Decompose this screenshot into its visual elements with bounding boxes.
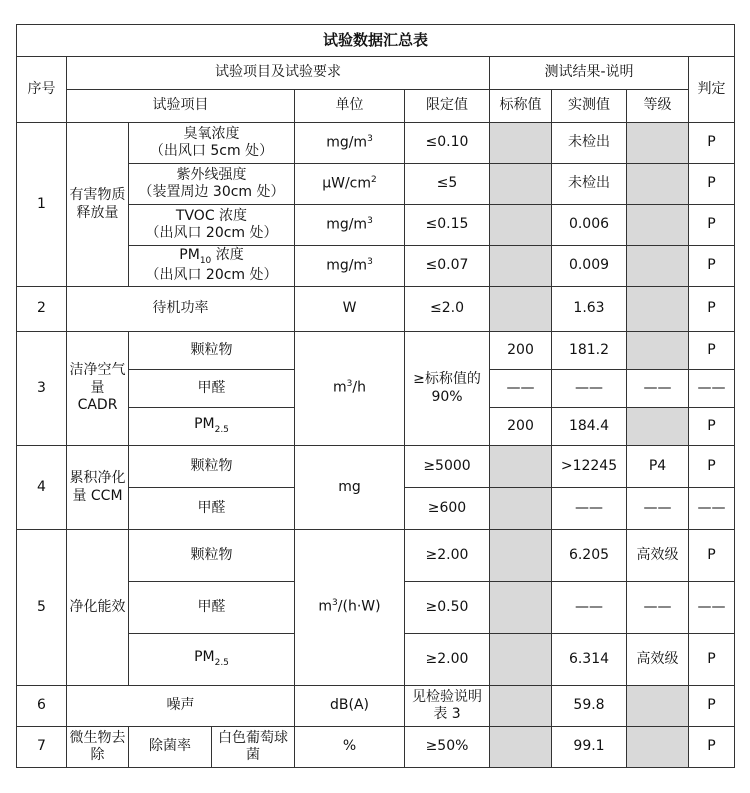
limit-cell: ≥600 — [405, 488, 490, 530]
nominal-cell — [490, 530, 552, 582]
nominal-cell: —— — [490, 370, 552, 408]
grade-cell: P4 — [627, 446, 689, 488]
title-row — [17, 25, 735, 57]
unit-sup: 2 — [371, 174, 377, 185]
measured-header: 实测值 — [552, 90, 627, 123]
limit-header: 限定值 — [405, 90, 490, 123]
unit-base: μW/cm — [322, 175, 372, 192]
judge-cell: P — [689, 634, 735, 686]
item-note: （出风口 5cm 处） — [149, 143, 274, 159]
seq-cell: 1 — [17, 123, 67, 287]
item-name-sub: 2.5 — [214, 425, 229, 436]
unit-cell — [295, 246, 405, 287]
item-cell — [129, 246, 295, 287]
target-cell: 白色葡萄球菌 — [212, 727, 295, 768]
measured-cell: —— — [552, 488, 627, 530]
grade-cell — [627, 408, 689, 446]
seq-cell: 7 — [17, 727, 67, 768]
judge-cell: P — [689, 727, 735, 768]
unit-sup: 3 — [367, 133, 373, 144]
table-row-cadr-particle — [17, 332, 735, 370]
unit-sup: 3 — [332, 598, 338, 609]
nominal-cell — [490, 727, 552, 768]
unit-cell — [295, 205, 405, 246]
item-cell: 除菌率 — [129, 727, 212, 768]
judge-cell: —— — [689, 370, 735, 408]
nominal-cell — [490, 488, 552, 530]
measured-cell: 0.009 — [552, 246, 627, 287]
results-group-header: 测试结果-说明 — [490, 57, 689, 90]
grade-cell: —— — [627, 488, 689, 530]
unit-cell — [295, 530, 405, 686]
category-cell: 洁净空气量 CADR — [67, 332, 129, 446]
table-row-noise — [17, 686, 735, 727]
measured-cell: —— — [552, 370, 627, 408]
item-cell: 颗粒物 — [129, 332, 295, 370]
grade-cell — [627, 287, 689, 332]
item-name — [131, 247, 292, 267]
measured-cell: >12245 — [552, 446, 627, 488]
judge-cell: P — [689, 686, 735, 727]
limit-cell: ≥2.00 — [405, 530, 490, 582]
measured-cell: 0.006 — [552, 205, 627, 246]
table-row-ccm-particle — [17, 446, 735, 488]
item-header: 试验项目 — [67, 90, 295, 123]
unit-suffix: /(h·W) — [337, 599, 381, 616]
seq-cell: 6 — [17, 686, 67, 727]
item-cell — [129, 123, 295, 164]
limit-cell: ≥0.50 — [405, 582, 490, 634]
table-row-standby-power — [17, 287, 735, 332]
table-title: 试验数据汇总表 — [17, 25, 735, 57]
judge-cell: P — [689, 287, 735, 332]
grade-cell: —— — [627, 370, 689, 408]
item-cell: 甲醛 — [129, 370, 295, 408]
category-cell: 净化能效 — [67, 530, 129, 686]
measured-cell: 59.8 — [552, 686, 627, 727]
item-cell — [129, 634, 295, 686]
nominal-cell — [490, 164, 552, 205]
unit-cell — [295, 164, 405, 205]
measured-cell: 99.1 — [552, 727, 627, 768]
nominal-cell — [490, 686, 552, 727]
nominal-cell — [490, 446, 552, 488]
grade-cell: 高效级 — [627, 530, 689, 582]
judge-cell: P — [689, 164, 735, 205]
unit-cell: W — [295, 287, 405, 332]
measured-cell: 6.314 — [552, 634, 627, 686]
item-note: （出风口 20cm 处） — [145, 267, 278, 284]
grade-cell — [627, 727, 689, 768]
measured-cell: 1.63 — [552, 287, 627, 332]
judge-cell: P — [689, 123, 735, 164]
nominal-cell — [490, 205, 552, 246]
grade-cell — [627, 246, 689, 287]
item-cell: 颗粒物 — [129, 446, 295, 488]
unit-header: 单位 — [295, 90, 405, 123]
nominal-cell — [490, 287, 552, 332]
item-name-base: PM — [194, 416, 215, 433]
nominal-cell — [490, 123, 552, 164]
table-row-efficiency-particle — [17, 530, 735, 582]
item-cell — [129, 205, 295, 246]
item-cell: 甲醛 — [129, 582, 295, 634]
unit-cell: mg — [295, 446, 405, 530]
items-group-header: 试验项目及试验要求 — [67, 57, 490, 90]
unit-suffix: /h — [352, 380, 366, 397]
item-cell: 颗粒物 — [129, 530, 295, 582]
item-cell — [129, 164, 295, 205]
unit-base: m — [318, 599, 333, 616]
nominal-cell: 200 — [490, 332, 552, 370]
limit-cell: ≥50% — [405, 727, 490, 768]
grade-cell — [627, 205, 689, 246]
measured-cell: 6.205 — [552, 530, 627, 582]
category-cell: 累积净化量 CCM — [67, 446, 129, 530]
item-name-sub: 2.5 — [214, 658, 229, 669]
unit-base: mg/m — [326, 257, 368, 274]
item-name: TVOC 浓度 — [175, 207, 248, 224]
seq-cell: 5 — [17, 530, 67, 686]
unit-sup: 3 — [346, 379, 353, 390]
judge-cell: P — [689, 246, 735, 287]
header-row-2 — [17, 90, 735, 123]
nominal-cell — [490, 634, 552, 686]
limit-cell: ≤0.07 — [405, 246, 490, 287]
judge-cell: P — [689, 205, 735, 246]
limit-cell: ≤5 — [405, 164, 490, 205]
test-data-summary-table — [16, 24, 735, 768]
nominal-cell — [490, 246, 552, 287]
seq-cell: 4 — [17, 446, 67, 530]
judge-cell: P — [689, 530, 735, 582]
seq-cell: 2 — [17, 287, 67, 332]
grade-header: 等级 — [627, 90, 689, 123]
limit-cell: ≤0.15 — [405, 205, 490, 246]
measured-cell: 181.2 — [552, 332, 627, 370]
nominal-header: 标称值 — [490, 90, 552, 123]
unit-cell — [295, 123, 405, 164]
item-cell: 待机功率 — [67, 287, 295, 332]
unit-sup: 3 — [367, 215, 373, 226]
item-cell: 噪声 — [67, 686, 295, 727]
item-cell — [129, 408, 295, 446]
item-name-sub: 10 — [199, 256, 212, 267]
judge-cell: —— — [689, 488, 735, 530]
table-row-ozone — [17, 123, 735, 164]
grade-cell — [627, 123, 689, 164]
unit-base: m — [333, 380, 347, 397]
limit-cell: ≤2.0 — [405, 287, 490, 332]
limit-cell: ≥2.00 — [405, 634, 490, 686]
table-row-microbe — [17, 727, 735, 768]
unit-base: mg/m — [326, 216, 368, 233]
judge-cell: P — [689, 408, 735, 446]
nominal-cell: 200 — [490, 408, 552, 446]
header-row-1 — [17, 57, 735, 90]
grade-cell: 高效级 — [627, 634, 689, 686]
item-name-base: PM — [179, 247, 200, 264]
item-note: （装置周边 30cm 处） — [138, 184, 285, 200]
item-name-suffix: 浓度 — [211, 247, 244, 264]
category-cell: 有害物质释放量 — [67, 123, 129, 287]
judge-cell: P — [689, 446, 735, 488]
unit-base: mg/m — [326, 134, 368, 151]
judge-header: 判定 — [689, 57, 735, 123]
unit-cell — [295, 332, 405, 446]
limit-cell: 见检验说明表 3 — [405, 686, 490, 727]
grade-cell — [627, 686, 689, 727]
grade-cell: —— — [627, 582, 689, 634]
limit-cell: ≥标称值的 90% — [405, 332, 490, 446]
unit-sup: 3 — [367, 256, 373, 267]
unit-cell: dB(A) — [295, 686, 405, 727]
nominal-cell — [490, 582, 552, 634]
item-name: 紫外线强度 — [176, 166, 247, 183]
item-name: 臭氧浓度 — [183, 125, 240, 142]
item-cell: 甲醛 — [129, 488, 295, 530]
unit-cell: % — [295, 727, 405, 768]
seq-header: 序号 — [17, 57, 67, 123]
grade-cell — [627, 164, 689, 205]
measured-cell: 未检出 — [552, 123, 627, 164]
limit-cell: ≥5000 — [405, 446, 490, 488]
measured-cell: 未检出 — [552, 164, 627, 205]
category-cell: 微生物去除 — [67, 727, 129, 768]
item-note: （出风口 20cm 处） — [145, 225, 278, 241]
item-name-base: PM — [194, 649, 215, 666]
grade-cell — [627, 332, 689, 370]
seq-cell: 3 — [17, 332, 67, 446]
judge-cell: —— — [689, 582, 735, 634]
judge-cell: P — [689, 332, 735, 370]
measured-cell: —— — [552, 582, 627, 634]
limit-cell: ≤0.10 — [405, 123, 490, 164]
measured-cell: 184.4 — [552, 408, 627, 446]
